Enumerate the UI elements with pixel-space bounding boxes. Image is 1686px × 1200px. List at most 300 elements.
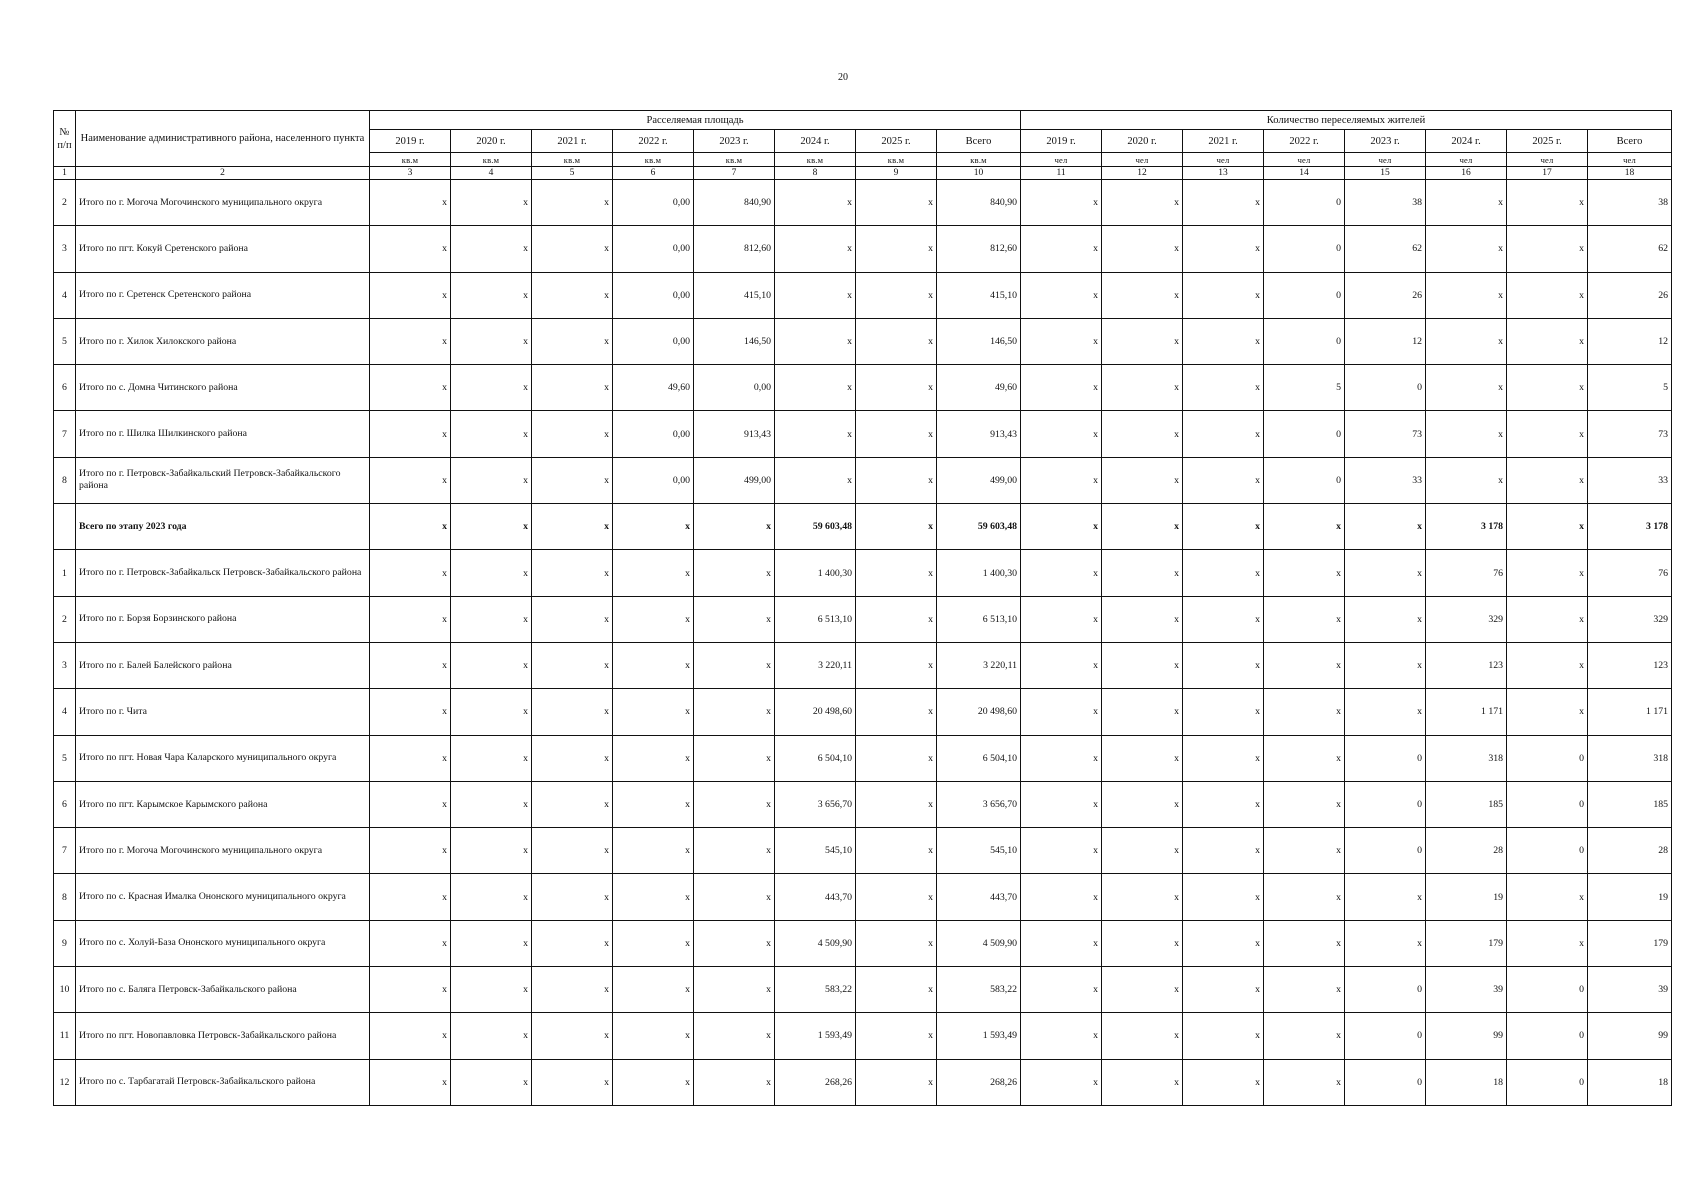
header-area-year: 2024 г.: [775, 130, 856, 153]
area-value-cell: x: [613, 550, 694, 596]
unit-people: чел: [1264, 153, 1345, 167]
area-value-cell: x: [613, 1059, 694, 1105]
area-value-cell: 1 593,49: [937, 1013, 1021, 1059]
people-value-cell: x: [1102, 550, 1183, 596]
unit-area: кв.м: [694, 153, 775, 167]
people-value-cell: x: [1264, 689, 1345, 735]
column-number: 13: [1183, 167, 1264, 180]
people-value-cell: x: [1264, 550, 1345, 596]
area-value-cell: x: [370, 735, 451, 781]
table-row: [54, 828, 1672, 874]
row-number-cell: 2: [54, 180, 76, 226]
people-value-cell: 1 171: [1588, 689, 1672, 735]
area-value-cell: 443,70: [937, 874, 1021, 920]
header-people-year: 2023 г.: [1345, 130, 1426, 153]
area-value-cell: x: [532, 735, 613, 781]
row-number-cell: 11: [54, 1013, 76, 1059]
area-value-cell: x: [694, 596, 775, 642]
people-value-cell: 1 171: [1426, 689, 1507, 735]
people-value-cell: x: [1183, 457, 1264, 503]
unit-area: кв.м: [613, 153, 694, 167]
area-value-cell: x: [856, 226, 937, 272]
people-value-cell: x: [1183, 272, 1264, 318]
area-value-cell: 1 400,30: [775, 550, 856, 596]
area-value-cell: x: [370, 1013, 451, 1059]
area-value-cell: x: [532, 828, 613, 874]
row-number-cell: 8: [54, 457, 76, 503]
area-value-cell: x: [370, 596, 451, 642]
people-value-cell: x: [1507, 180, 1588, 226]
people-value-cell: x: [1264, 1059, 1345, 1105]
area-value-cell: x: [451, 457, 532, 503]
people-value-cell: 0: [1345, 828, 1426, 874]
people-value-cell: x: [1021, 828, 1102, 874]
row-number-cell: 6: [54, 365, 76, 411]
people-value-cell: 179: [1588, 920, 1672, 966]
unit-area: кв.м: [532, 153, 613, 167]
area-value-cell: x: [613, 828, 694, 874]
people-value-cell: x: [1102, 967, 1183, 1013]
table-row: [54, 1059, 1672, 1105]
area-value-cell: 0,00: [613, 411, 694, 457]
area-value-cell: 3 656,70: [937, 781, 1021, 827]
settlement-name-cell: Итого по г. Сретенск Сретенского района: [76, 272, 370, 318]
area-value-cell: x: [532, 550, 613, 596]
area-value-cell: x: [613, 781, 694, 827]
area-value-cell: x: [532, 642, 613, 688]
area-value-cell: x: [694, 550, 775, 596]
area-value-cell: x: [775, 226, 856, 272]
people-value-cell: x: [1102, 689, 1183, 735]
area-value-cell: 913,43: [937, 411, 1021, 457]
area-value-cell: x: [856, 411, 937, 457]
unit-people: чел: [1507, 153, 1588, 167]
area-value-cell: x: [370, 411, 451, 457]
header-people-total: Всего: [1588, 130, 1672, 153]
people-value-cell: x: [1507, 318, 1588, 364]
area-value-cell: x: [370, 226, 451, 272]
people-value-cell: 19: [1426, 874, 1507, 920]
people-value-cell: x: [1426, 365, 1507, 411]
table-row: [54, 411, 1672, 457]
area-value-cell: x: [613, 642, 694, 688]
people-value-cell: x: [1021, 180, 1102, 226]
settlement-name-cell: Итого по с. Холуй-База Ононского муниципального округа: [76, 920, 370, 966]
settlement-name-cell: Итого по г. Чита: [76, 689, 370, 735]
column-number: 12: [1102, 167, 1183, 180]
area-value-cell: 146,50: [694, 318, 775, 364]
column-number: 16: [1426, 167, 1507, 180]
area-value-cell: x: [370, 689, 451, 735]
people-value-cell: 0: [1264, 272, 1345, 318]
area-value-cell: 499,00: [694, 457, 775, 503]
people-value-cell: 0: [1507, 967, 1588, 1013]
people-value-cell: x: [1345, 550, 1426, 596]
people-value-cell: x: [1183, 781, 1264, 827]
people-value-cell: 0: [1345, 781, 1426, 827]
table-row: [54, 735, 1672, 781]
area-value-cell: x: [856, 920, 937, 966]
area-value-cell: x: [451, 920, 532, 966]
table-row: [54, 457, 1672, 503]
people-value-cell: x: [1183, 180, 1264, 226]
people-value-cell: x: [1021, 504, 1102, 550]
column-number: 10: [937, 167, 1021, 180]
column-number: 5: [532, 167, 613, 180]
people-value-cell: x: [1102, 1059, 1183, 1105]
area-value-cell: x: [775, 457, 856, 503]
area-value-cell: 0,00: [613, 226, 694, 272]
header-area-group: Расселяемая площадь: [370, 111, 1021, 130]
people-value-cell: x: [1426, 226, 1507, 272]
area-value-cell: 0,00: [613, 180, 694, 226]
row-number-cell: 5: [54, 735, 76, 781]
area-value-cell: x: [694, 735, 775, 781]
header-people-group: Количество переселяемых жителей: [1021, 111, 1672, 130]
area-value-cell: x: [694, 920, 775, 966]
people-value-cell: x: [1264, 874, 1345, 920]
people-value-cell: x: [1021, 318, 1102, 364]
unit-people: чел: [1345, 153, 1426, 167]
area-value-cell: x: [613, 689, 694, 735]
area-value-cell: x: [532, 874, 613, 920]
area-value-cell: x: [451, 642, 532, 688]
settlement-name-cell: Всего по этапу 2023 года: [76, 504, 370, 550]
people-value-cell: x: [1264, 781, 1345, 827]
people-value-cell: x: [1021, 874, 1102, 920]
settlement-name-cell: Итого по пгт. Новая Чара Каларского муниципального округа: [76, 735, 370, 781]
column-number: 8: [775, 167, 856, 180]
area-value-cell: x: [856, 642, 937, 688]
area-value-cell: x: [694, 504, 775, 550]
area-value-cell: 6 513,10: [775, 596, 856, 642]
area-value-cell: x: [532, 920, 613, 966]
people-value-cell: x: [1183, 828, 1264, 874]
people-value-cell: 0: [1264, 180, 1345, 226]
unit-people: чел: [1588, 153, 1672, 167]
area-value-cell: 59 603,48: [937, 504, 1021, 550]
area-value-cell: x: [856, 735, 937, 781]
area-value-cell: x: [370, 920, 451, 966]
table-row: [54, 272, 1672, 318]
people-value-cell: 62: [1588, 226, 1672, 272]
header-people-year: 2022 г.: [1264, 130, 1345, 153]
area-value-cell: x: [451, 180, 532, 226]
area-value-cell: 1 400,30: [937, 550, 1021, 596]
people-value-cell: x: [1507, 874, 1588, 920]
people-value-cell: x: [1021, 411, 1102, 457]
row-number-cell: 3: [54, 226, 76, 272]
table-row: [54, 642, 1672, 688]
area-value-cell: x: [613, 874, 694, 920]
area-value-cell: 6 504,10: [937, 735, 1021, 781]
people-value-cell: 62: [1345, 226, 1426, 272]
people-value-cell: x: [1102, 411, 1183, 457]
people-value-cell: 99: [1588, 1013, 1672, 1059]
area-value-cell: x: [370, 828, 451, 874]
people-value-cell: 76: [1426, 550, 1507, 596]
row-number-cell: 6: [54, 781, 76, 827]
people-value-cell: x: [1426, 411, 1507, 457]
people-value-cell: x: [1426, 457, 1507, 503]
people-value-cell: 39: [1588, 967, 1672, 1013]
header-area-year: 2022 г.: [613, 130, 694, 153]
table-row: [54, 689, 1672, 735]
header-people-year: 2020 г.: [1102, 130, 1183, 153]
people-value-cell: x: [1021, 272, 1102, 318]
people-value-cell: x: [1021, 1059, 1102, 1105]
people-value-cell: x: [1507, 642, 1588, 688]
people-value-cell: x: [1507, 365, 1588, 411]
people-value-cell: x: [1102, 735, 1183, 781]
area-value-cell: x: [856, 457, 937, 503]
people-value-cell: x: [1183, 642, 1264, 688]
area-value-cell: x: [451, 1013, 532, 1059]
people-value-cell: 5: [1264, 365, 1345, 411]
people-value-cell: x: [1345, 874, 1426, 920]
area-value-cell: 443,70: [775, 874, 856, 920]
column-number: 14: [1264, 167, 1345, 180]
row-number-cell: [54, 504, 76, 550]
people-value-cell: x: [1426, 272, 1507, 318]
people-value-cell: 5: [1588, 365, 1672, 411]
area-value-cell: x: [613, 504, 694, 550]
area-value-cell: x: [856, 272, 937, 318]
area-value-cell: 583,22: [937, 967, 1021, 1013]
people-value-cell: 0: [1345, 967, 1426, 1013]
settlement-name-cell: Итого по пгт. Новопавловка Петровск-Забайкальского района: [76, 1013, 370, 1059]
people-value-cell: x: [1183, 1059, 1264, 1105]
settlement-name-cell: Итого по с. Тарбагатай Петровск-Забайкальского района: [76, 1059, 370, 1105]
people-value-cell: 185: [1426, 781, 1507, 827]
area-value-cell: 3 656,70: [775, 781, 856, 827]
people-value-cell: 18: [1588, 1059, 1672, 1105]
unit-people: чел: [1426, 153, 1507, 167]
area-value-cell: x: [370, 1059, 451, 1105]
people-value-cell: 12: [1588, 318, 1672, 364]
people-value-cell: x: [1021, 735, 1102, 781]
people-value-cell: 0: [1264, 457, 1345, 503]
column-number: 9: [856, 167, 937, 180]
area-value-cell: 840,90: [937, 180, 1021, 226]
area-value-cell: 49,60: [613, 365, 694, 411]
people-value-cell: x: [1507, 596, 1588, 642]
people-value-cell: x: [1264, 596, 1345, 642]
area-value-cell: x: [532, 781, 613, 827]
people-value-cell: 76: [1588, 550, 1672, 596]
people-value-cell: 38: [1588, 180, 1672, 226]
settlement-name-cell: Итого по г. Петровск-Забайкальск Петровск-Забайкальского района: [76, 550, 370, 596]
people-value-cell: x: [1507, 457, 1588, 503]
people-value-cell: x: [1264, 642, 1345, 688]
area-value-cell: x: [532, 457, 613, 503]
people-value-cell: x: [1102, 226, 1183, 272]
area-value-cell: x: [856, 781, 937, 827]
unit-area: кв.м: [451, 153, 532, 167]
area-value-cell: x: [856, 828, 937, 874]
people-value-cell: 26: [1588, 272, 1672, 318]
row-number-cell: 4: [54, 272, 76, 318]
people-value-cell: x: [1264, 920, 1345, 966]
unit-area: кв.м: [856, 153, 937, 167]
area-value-cell: x: [370, 457, 451, 503]
area-value-cell: x: [775, 318, 856, 364]
people-value-cell: 0: [1507, 1059, 1588, 1105]
area-value-cell: x: [775, 411, 856, 457]
table-row: [54, 781, 1672, 827]
people-value-cell: x: [1102, 642, 1183, 688]
people-value-cell: x: [1183, 226, 1264, 272]
people-value-cell: 329: [1426, 596, 1507, 642]
people-value-cell: x: [1021, 689, 1102, 735]
area-value-cell: 545,10: [775, 828, 856, 874]
header-area-year: 2019 г.: [370, 130, 451, 153]
people-value-cell: 19: [1588, 874, 1672, 920]
people-value-cell: x: [1102, 457, 1183, 503]
people-value-cell: x: [1021, 967, 1102, 1013]
column-number: 17: [1507, 167, 1588, 180]
area-value-cell: 3 220,11: [937, 642, 1021, 688]
unit-people: чел: [1183, 153, 1264, 167]
people-value-cell: x: [1102, 272, 1183, 318]
header-area-year: 2025 г.: [856, 130, 937, 153]
header-people-year: 2025 г.: [1507, 130, 1588, 153]
header-people-year: 2024 г.: [1426, 130, 1507, 153]
row-number-cell: 9: [54, 920, 76, 966]
settlement-name-cell: Итого по г. Борзя Борзинского района: [76, 596, 370, 642]
people-value-cell: x: [1345, 689, 1426, 735]
people-value-cell: 0: [1264, 226, 1345, 272]
column-number: 3: [370, 167, 451, 180]
people-value-cell: x: [1183, 318, 1264, 364]
people-value-cell: x: [1183, 735, 1264, 781]
area-value-cell: x: [451, 874, 532, 920]
column-number: 1: [54, 167, 76, 180]
area-value-cell: 0,00: [694, 365, 775, 411]
area-value-cell: x: [775, 365, 856, 411]
table-row: [54, 180, 1672, 226]
people-value-cell: x: [1102, 318, 1183, 364]
area-value-cell: x: [856, 365, 937, 411]
area-value-cell: x: [532, 596, 613, 642]
people-value-cell: x: [1426, 180, 1507, 226]
people-value-cell: x: [1102, 180, 1183, 226]
people-value-cell: x: [1021, 457, 1102, 503]
people-value-cell: 318: [1588, 735, 1672, 781]
table-header: [54, 111, 1672, 180]
people-value-cell: 0: [1264, 411, 1345, 457]
settlement-name-cell: Итого по г. Шилка Шилкинского района: [76, 411, 370, 457]
column-number: 18: [1588, 167, 1672, 180]
people-value-cell: x: [1183, 1013, 1264, 1059]
people-value-cell: 73: [1588, 411, 1672, 457]
area-value-cell: x: [451, 967, 532, 1013]
area-value-cell: x: [451, 318, 532, 364]
settlement-name-cell: Итого по г. Могоча Могочинского муниципального округа: [76, 180, 370, 226]
row-number-cell: 7: [54, 828, 76, 874]
area-value-cell: x: [856, 967, 937, 1013]
row-number-cell: 3: [54, 642, 76, 688]
people-value-cell: 123: [1426, 642, 1507, 688]
area-value-cell: 0,00: [613, 318, 694, 364]
area-value-cell: x: [694, 874, 775, 920]
area-value-cell: x: [856, 874, 937, 920]
people-value-cell: x: [1021, 550, 1102, 596]
unit-area: кв.м: [775, 153, 856, 167]
people-value-cell: x: [1102, 828, 1183, 874]
area-value-cell: 812,60: [694, 226, 775, 272]
table-row: [54, 920, 1672, 966]
people-value-cell: 0: [1507, 1013, 1588, 1059]
people-value-cell: x: [1507, 272, 1588, 318]
people-value-cell: x: [1102, 1013, 1183, 1059]
unit-area: кв.м: [937, 153, 1021, 167]
people-value-cell: x: [1183, 504, 1264, 550]
people-value-cell: x: [1507, 920, 1588, 966]
area-value-cell: x: [856, 596, 937, 642]
area-value-cell: x: [370, 180, 451, 226]
area-value-cell: x: [694, 689, 775, 735]
people-value-cell: 0: [1345, 1059, 1426, 1105]
people-value-cell: x: [1426, 318, 1507, 364]
people-value-cell: 0: [1345, 735, 1426, 781]
area-value-cell: 49,60: [937, 365, 1021, 411]
people-value-cell: x: [1021, 365, 1102, 411]
unit-area: кв.м: [370, 153, 451, 167]
area-value-cell: 3 220,11: [775, 642, 856, 688]
row-number-cell: 1: [54, 550, 76, 596]
header-area-year: 2023 г.: [694, 130, 775, 153]
people-value-cell: x: [1345, 920, 1426, 966]
area-value-cell: x: [694, 642, 775, 688]
column-number: 11: [1021, 167, 1102, 180]
people-value-cell: x: [1183, 411, 1264, 457]
people-value-cell: x: [1183, 365, 1264, 411]
area-value-cell: 20 498,60: [937, 689, 1021, 735]
area-value-cell: 840,90: [694, 180, 775, 226]
area-value-cell: 583,22: [775, 967, 856, 1013]
area-value-cell: 59 603,48: [775, 504, 856, 550]
people-value-cell: x: [1021, 920, 1102, 966]
people-value-cell: x: [1264, 967, 1345, 1013]
header-people-year: 2021 г.: [1183, 130, 1264, 153]
area-value-cell: x: [532, 967, 613, 1013]
people-value-cell: x: [1507, 550, 1588, 596]
area-value-cell: x: [856, 504, 937, 550]
area-value-cell: x: [856, 550, 937, 596]
header-area-total: Всего: [937, 130, 1021, 153]
area-value-cell: x: [370, 365, 451, 411]
area-value-cell: x: [451, 689, 532, 735]
people-value-cell: x: [1102, 504, 1183, 550]
people-value-cell: x: [1264, 1013, 1345, 1059]
people-value-cell: 123: [1588, 642, 1672, 688]
row-number-cell: 5: [54, 318, 76, 364]
table-row: [54, 596, 1672, 642]
people-value-cell: 38: [1345, 180, 1426, 226]
people-value-cell: x: [1507, 226, 1588, 272]
area-value-cell: x: [694, 967, 775, 1013]
people-value-cell: x: [1507, 504, 1588, 550]
area-value-cell: x: [370, 504, 451, 550]
table-row: [54, 318, 1672, 364]
area-value-cell: 913,43: [694, 411, 775, 457]
area-value-cell: x: [775, 180, 856, 226]
area-value-cell: x: [856, 689, 937, 735]
people-value-cell: 0: [1345, 365, 1426, 411]
area-value-cell: x: [532, 1059, 613, 1105]
people-value-cell: x: [1102, 874, 1183, 920]
